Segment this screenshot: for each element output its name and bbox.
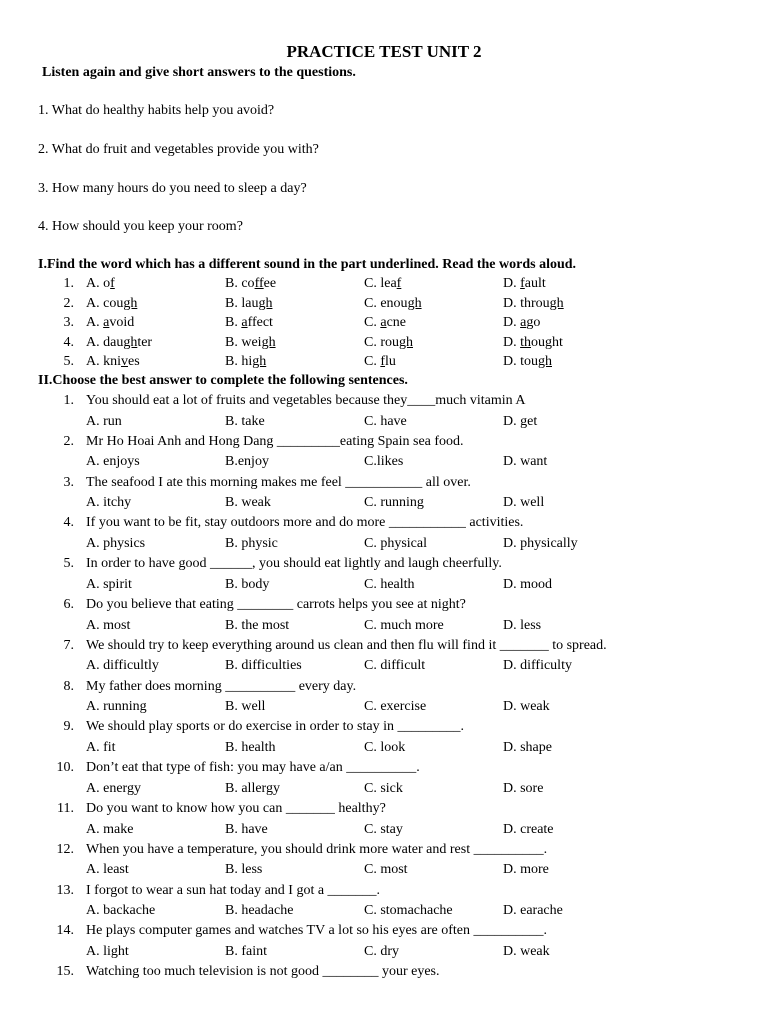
- answer-option: B. take: [225, 413, 265, 429]
- answer-option: A. running: [86, 699, 147, 715]
- answer-option: A. avoid: [86, 315, 135, 330]
- section1-heading: I.Find the word which has a different sound in the part underlined. Read the words aloud.: [38, 257, 577, 272]
- answer-option: C. stay: [364, 821, 403, 837]
- question-text: The seafood I ate this morning makes me feel ___________ all over.: [86, 474, 471, 490]
- underlined-part: gh: [258, 295, 273, 311]
- answer-option: A. least: [86, 862, 129, 878]
- answer-option: B. weak: [225, 495, 271, 511]
- answer-option: D. want: [503, 454, 548, 470]
- answer-option: A. spirit: [86, 576, 132, 592]
- underlined-part: f: [520, 276, 525, 291]
- answer-option: A. energy: [86, 780, 141, 796]
- question-number: 4.: [63, 515, 74, 531]
- question-number: 10.: [56, 760, 74, 776]
- answer-option: B. well: [225, 699, 266, 715]
- listening-question: 3. How many hours do you need to sleep a day?: [38, 181, 307, 196]
- answer-option: A. difficultly: [86, 658, 159, 674]
- question-number: 12.: [56, 841, 74, 857]
- underlined-part: v: [121, 354, 128, 369]
- answer-option: A. light: [86, 943, 129, 959]
- question-number: 4.: [63, 334, 74, 350]
- answer-option: C. leaf: [364, 276, 402, 291]
- underlined-part: gh: [407, 295, 422, 311]
- question-number: 1.: [63, 276, 74, 291]
- question-text: When you have a temperature, you should drink more water and rest __________.: [86, 841, 548, 857]
- underlined-part: gh: [123, 334, 138, 350]
- question-text: We should play sports or do exercise in order to stay in _________.: [86, 719, 464, 735]
- answer-option: B.enjoy: [225, 454, 269, 470]
- question-number: 13.: [56, 882, 74, 898]
- answer-option: B. less: [225, 862, 263, 878]
- question-text: He plays computer games and watches TV a lot so his eyes are often __________.: [86, 923, 547, 939]
- answer-option: A. daughter: [86, 334, 153, 350]
- answer-option: A. knives: [86, 354, 140, 369]
- answer-option: A. cough: [86, 295, 138, 311]
- answer-option: B. allergy: [225, 780, 280, 796]
- answer-option: C. acne: [364, 315, 406, 330]
- listening-question: 1. What do healthy habits help you avoid?: [38, 103, 275, 118]
- question-number: 8.: [63, 678, 74, 694]
- answer-option: B. affect: [225, 315, 273, 330]
- question-text: Do you want to know how you can _______ healthy?: [86, 801, 386, 816]
- answer-option: D. get: [503, 413, 538, 429]
- answer-option: D. weak: [503, 943, 550, 959]
- underlined-part: gh: [538, 354, 552, 369]
- question-text: My father does morning __________ every day.: [86, 678, 357, 694]
- listening-instruction: Listen again and give short answers to the questions.: [42, 65, 356, 80]
- question-text: Mr Ho Hoai Anh and Hong Dang _________eating Spain sea food.: [86, 433, 464, 449]
- underlined-part: f: [396, 276, 402, 291]
- underlined-part: a: [380, 315, 387, 330]
- question-text: I forgot to wear a sun hat today and I got a _______.: [86, 882, 381, 898]
- page-title: PRACTICE TEST UNIT 2: [286, 42, 482, 61]
- answer-option: C. look: [364, 739, 406, 755]
- answer-option: D. shape: [503, 739, 552, 755]
- underlined-part: a: [241, 315, 248, 330]
- answer-option: A. make: [86, 821, 134, 837]
- underlined-part: a: [103, 315, 110, 330]
- question-number: 9.: [63, 719, 74, 735]
- answer-option: D. weak: [503, 699, 550, 715]
- question-number: 3.: [63, 315, 74, 330]
- underlined-part: ff: [254, 276, 264, 291]
- underlined-part: gh: [549, 295, 564, 311]
- answer-option: C. difficult: [364, 658, 426, 674]
- answer-option: C. most: [364, 862, 408, 878]
- question-text: We should try to keep everything around us clean and then flu will find it _______ to spread.: [86, 637, 607, 653]
- answer-option: A. fit: [86, 739, 116, 755]
- answer-option: C. enough: [364, 295, 422, 311]
- question-text: In order to have good ______, you should eat lightly and laugh cheerfully.: [86, 556, 502, 572]
- answer-option: D. create: [503, 821, 554, 837]
- listening-question: 4. How should you keep your room?: [38, 219, 243, 234]
- answer-option: D. tough: [503, 354, 552, 369]
- answer-option: C. exercise: [364, 699, 427, 715]
- question-text: You should eat a lot of fruits and vegetables because they____much vitamin A: [86, 393, 526, 408]
- question-number: 5.: [63, 556, 74, 572]
- section2-heading: II.Choose the best answer to complete the following sentences.: [38, 373, 408, 388]
- answer-option: C. rough: [364, 334, 413, 350]
- question-number: 6.: [63, 597, 74, 612]
- answer-option: D. more: [503, 862, 549, 878]
- answer-option: B. the most: [225, 617, 290, 633]
- answer-option: D. thought: [503, 334, 563, 350]
- answer-option: C.likes: [364, 454, 404, 470]
- answer-option: C. flu: [364, 354, 396, 369]
- answer-option: D. through: [503, 295, 564, 311]
- answer-option: A. itchy: [86, 495, 132, 511]
- underlined-part: f: [380, 354, 386, 369]
- underlined-part: gh: [261, 334, 276, 350]
- answer-option: C. physical: [364, 535, 427, 551]
- answer-option: A. of: [86, 276, 115, 291]
- question-number: 7.: [63, 637, 74, 653]
- answer-option: B. high: [225, 354, 267, 369]
- answer-option: C. sick: [364, 780, 403, 796]
- answer-option: D. difficulty: [503, 658, 572, 674]
- answer-option: B. health: [225, 739, 276, 755]
- answer-option: D. well: [503, 495, 545, 511]
- question-number: 15.: [56, 964, 74, 980]
- question-text: Watching too much television is not good ________ your eyes.: [86, 964, 440, 980]
- underlined-part: gh: [123, 295, 138, 311]
- listening-question: 2. What do fruit and vegetables provide you with?: [38, 142, 319, 157]
- question-number: 2.: [63, 433, 74, 449]
- underlined-part: f: [110, 276, 115, 291]
- answer-option: B. physic: [225, 535, 278, 551]
- answer-option: C. much more: [364, 617, 444, 633]
- answer-option: C. stomachache: [364, 903, 453, 919]
- answer-option: C. health: [364, 576, 415, 592]
- answer-option: C. running: [364, 495, 424, 511]
- underlined-part: th: [520, 334, 532, 350]
- answer-option: D. ago: [503, 315, 541, 330]
- answer-option: A. most: [86, 617, 131, 633]
- question-number: 11.: [57, 801, 74, 816]
- answer-option: D. fault: [503, 276, 546, 291]
- answer-option: D. sore: [503, 780, 544, 796]
- question-text: Don’t eat that type of fish: you may have a/an __________.: [86, 760, 420, 776]
- answer-option: D. mood: [503, 576, 552, 592]
- underlined-part: a: [520, 315, 527, 330]
- answer-option: A. enjoys: [86, 454, 140, 470]
- answer-option: C. have: [364, 413, 407, 429]
- answer-option: D. less: [503, 617, 542, 633]
- answer-option: B. laugh: [225, 295, 273, 311]
- answer-option: B. faint: [225, 943, 267, 959]
- answer-option: A. run: [86, 413, 122, 429]
- answer-option: A. physics: [86, 535, 146, 551]
- question-number: 14.: [56, 923, 74, 939]
- underlined-part: gh: [399, 334, 413, 350]
- question-number: 1.: [63, 393, 74, 408]
- underlined-part: gh: [252, 354, 267, 369]
- answer-option: D. earache: [503, 903, 563, 919]
- answer-option: D. physically: [503, 535, 578, 551]
- answer-option: B. have: [225, 821, 268, 837]
- question-text: If you want to be fit, stay outdoors more and do more ___________ activities.: [86, 515, 524, 531]
- answer-option: B. headache: [225, 903, 294, 919]
- answer-option: B. weigh: [225, 334, 276, 350]
- answer-option: C. dry: [364, 943, 399, 959]
- question-number: 3.: [63, 474, 74, 490]
- answer-option: A. backache: [86, 903, 156, 919]
- question-number: 5.: [63, 354, 74, 369]
- answer-option: B. coffee: [225, 276, 277, 291]
- answer-option: B. difficulties: [225, 658, 302, 674]
- question-number: 2.: [63, 295, 74, 311]
- answer-option: B. body: [225, 576, 270, 592]
- question-text: Do you believe that eating ________ carrots helps you see at night?: [86, 597, 466, 612]
